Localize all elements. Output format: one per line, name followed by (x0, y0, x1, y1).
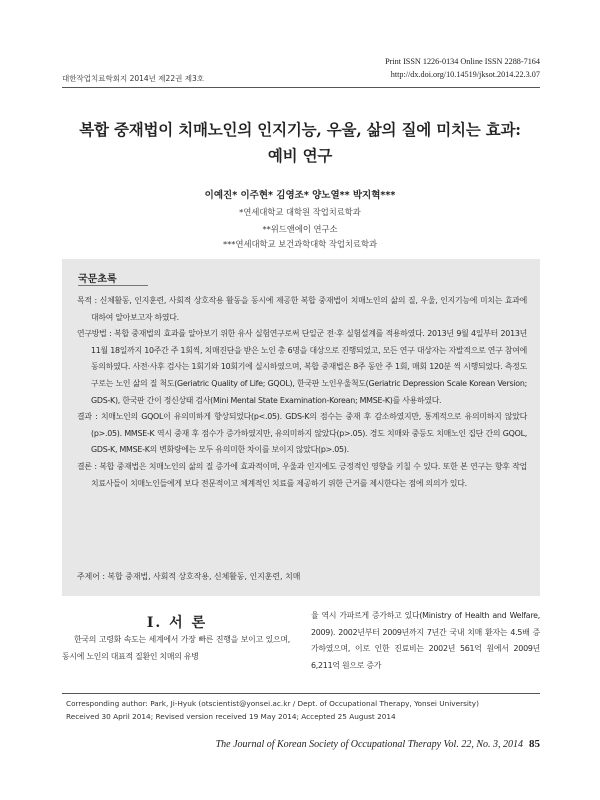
title-line-2: 예비 연구 (267, 146, 333, 165)
title-line-1: 복합 중재법이 치매노인의 인지기능, 우울, 삶의 질에 미치는 효과: (79, 120, 521, 139)
abstract-heading: 국문초록 (78, 274, 117, 285)
journal-footer (60, 738, 540, 750)
authors: 이예진* 이주현* 김영조* 양노열** 박지혁*** (204, 190, 396, 201)
header-rule (62, 87, 540, 88)
intro-right-column: 율 역시 가파르게 증가하고 있다(Ministry of Health and Welfare, 2009). 2002년부터 2009년까지 7년간 국내 치매 환자는 4.5배 증가하였으며, 이로 인한 진료비는 2002년 561억 원에서 2009년 6,211억 원으로 증가 (311, 611, 540, 670)
page-number: 85 (529, 738, 540, 750)
header-identifiers (385, 55, 540, 81)
journal-issue: 대한작업치료학회지 2014년 제22권 제3호 (62, 74, 204, 83)
paper-title (60, 117, 540, 169)
abstract-conclusion: 결론 : 복합 중재법은 치매노인의 삶의 질 증가에 효과적이며, 우울과 인지에도 긍정적인 영향을 키칠 수 있다. 또한 본 연구는 향후 작업치료사들이 치매노인들에게 보다 전문적이고 체계적인 치료를 제공하기 위한 근거를 제시한다는 점에 의의가 있다. (77, 461, 527, 488)
doi-link[interactable]: http://dx.doi.org/10.14519/jksot.2014.22.3.07 (390, 70, 540, 79)
abstract-purpose: 목적 : 신체활동, 인지훈련, 사회적 상호작용 활동을 동시에 제공한 복합 중재법이 치매노인의 삶의 질, 우울, 인지기능에 미치는 효과에 대하여 알아보고자 하였다. (77, 296, 527, 322)
abstract-results: 결과 : 치매노인의 GQOL이 유의미하게 향상되었다(p<.05). GDS-K의 점수는 중재 후 감소하였지만, 통계적으로 유의미하지 않았다(p>.05). MMSE-K 역시 중재 후 점수가 증가하였지만, 유의미하지 않았다(p>.05). 경도 치매와 중등도 치매노인 집단 간의 GQOL, GDS-K, MMSE-K의 변화량에는 모두 유의미한 차이를 보이지 않았다(p>.05). (77, 412, 527, 455)
affiliation-3: ***연세대학교 보건과학대학 작업치료학과 (223, 239, 377, 249)
footer-rule (62, 693, 540, 694)
affiliation-2: **위드앤에이 연구소 (262, 224, 338, 234)
abstract-heading-rule (78, 285, 148, 286)
abstract-methods: 연구방법 : 복합 중재법의 효과를 알아보기 위한 유사 실험연구로써 단일군 전·후 실험설계를 적용하였다. 2013년 9월 4일부터 2013년 11월 18일까지 10주간 주 1회씩, 치매진단을 받은 노인 총 6명을 대상으로 진행되었고, 모든 연구 대상자는 자발적으로 연구 참여에 동의하였다. 사전·사후 검사는 1회기와 10회기에 실시하였으며, 복합 중재법은 8주 동안 주 1회, 매회 120분 씩 시행되었다. 측정도구로는 노인 삶의 질 척도(Geriatric Quality of Life; GQOL), 한국판 노인우울척도(Geriatric Depression Scale Korean Version; GDS-K), 한국판 간이 정신상태 검사(Mini Mental State Examination-Korean; MMSE-K)를 사용하였다. (77, 329, 527, 405)
keywords: 주제어 : 복합 중재법, 사회적 상호작용, 신체활동, 인지훈련, 치매 (77, 572, 301, 581)
abstract-body (77, 293, 527, 492)
section-title: I. 서 론 (146, 615, 208, 631)
intro-left-column: 한국의 고령화 속도는 세계에서 가장 빠른 진행을 보이고 있으며, 동시에 노인의 대표적 질환인 치매의 유병 (62, 635, 290, 661)
affiliation-1: *연세대학교 대학원 작업치료학과 (239, 207, 361, 217)
journal-citation: The Journal of Korean Society of Occupational Therapy Vol. 22, No. 3, 2014 (215, 739, 523, 750)
corresponding-author: Corresponding author: Park, Ji-Hyuk (otscientist@yonsei.ac.kr / Dept. of Occupational Therapy, Yonsei University) (66, 699, 479, 708)
received-dates: Received 30 April 2014; Revised version received 19 May 2014; Accepted 25 August 2014 (66, 712, 396, 721)
issn: Print ISSN 1226-0134 Online ISSN 2288-7164 (385, 57, 540, 66)
